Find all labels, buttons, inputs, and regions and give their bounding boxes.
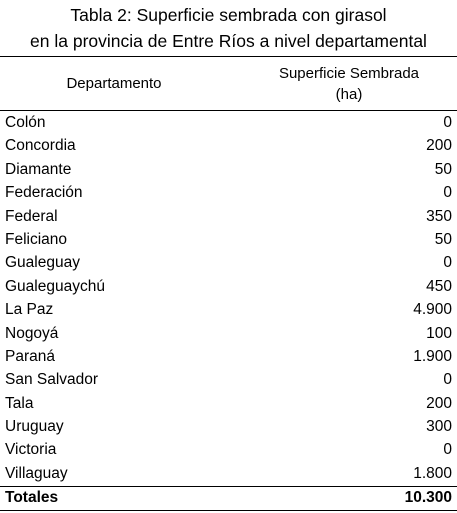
cell-departamento: Federal [5,207,58,225]
totals-row [0,487,457,509]
cell-departamento: Feliciano [5,230,68,248]
totals-value: 10.300 [404,489,452,506]
cell-departamento: Villaguay [5,464,68,482]
cell-superficie: 50 [434,230,452,248]
header-superficie [250,63,448,105]
cell-superficie: 0 [443,371,452,389]
cell-departamento: La Paz [5,301,54,319]
table-row [0,134,457,157]
table-row [0,415,457,438]
header-superficie-unit: (ha) [335,86,363,103]
header-departamento: Departamento [66,74,162,92]
table-header [0,57,457,109]
cell-superficie: 4.900 [413,301,452,319]
cell-superficie: 50 [434,160,452,178]
cell-departamento: Gualeguay [5,254,80,272]
cell-superficie: 0 [443,184,452,202]
table-row [0,322,457,345]
cell-superficie: 450 [426,277,452,295]
cell-superficie: 0 [443,441,452,459]
table-row [0,368,457,391]
cell-departamento: Federación [5,184,83,202]
table-row [0,345,457,368]
cell-departamento: San Salvador [5,371,99,389]
table-title-line-1: Tabla 2: Superficie sembrada con girasol [70,5,387,25]
header-superficie-line-1: Superficie Sembrada [278,65,420,82]
table-row [0,228,457,251]
cell-superficie: 0 [443,254,452,272]
cell-departamento: Uruguay [5,418,64,436]
cell-superficie: 0 [443,114,452,131]
cell-departamento: Tala [5,394,34,412]
table-row [0,158,457,181]
cell-superficie: 300 [426,418,452,436]
table-row [0,111,457,134]
table-row [0,275,457,298]
table-row [0,251,457,274]
cell-departamento: Colón [5,114,46,131]
cell-departamento: Gualeguaychú [5,277,105,295]
totals-label: Totales [5,489,59,506]
table-row [0,392,457,415]
cell-departamento: Paraná [5,347,55,365]
cell-superficie: 100 [426,324,452,342]
cell-superficie: 200 [426,394,452,412]
bottom-rule [0,510,457,511]
table-row [0,205,457,228]
table-row [0,462,457,485]
cell-departamento: Concordia [5,137,76,155]
cell-superficie: 350 [426,207,452,225]
cell-departamento: Victoria [5,441,57,459]
cell-departamento: Nogoyá [5,324,59,342]
table-row [0,298,457,321]
table-body [0,111,457,485]
table-title [0,2,457,54]
table-title-line-2: en la provincia de Entre Ríos a nivel departamental [30,31,427,51]
cell-superficie: 1.900 [413,347,452,365]
cell-superficie: 1.800 [413,464,452,482]
cell-departamento: Diamante [5,160,72,178]
table-row [0,438,457,461]
table-row [0,181,457,204]
cell-superficie: 200 [426,137,452,155]
